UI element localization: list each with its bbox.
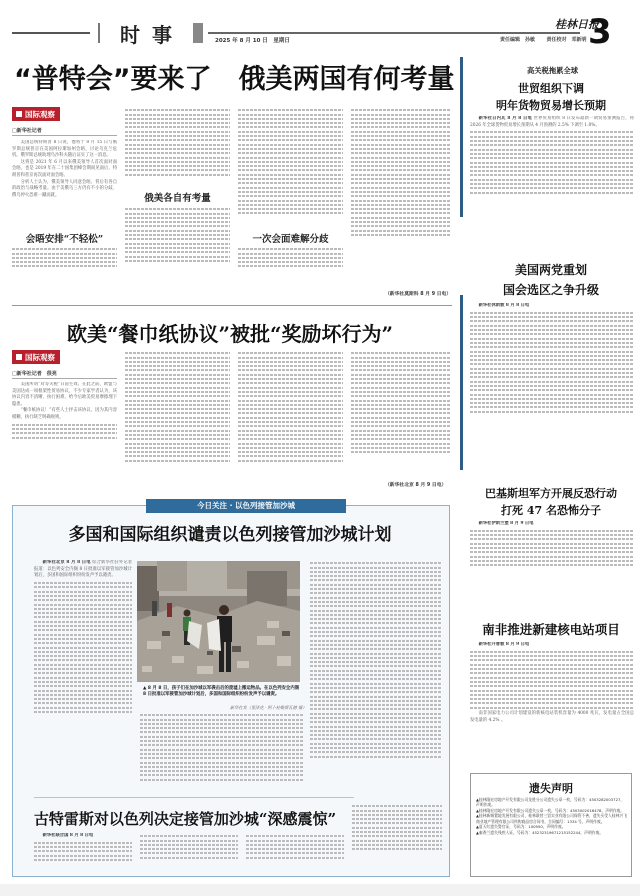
byline-rule	[12, 135, 117, 136]
square-bullet-icon	[16, 111, 22, 117]
kicker-label: 国际观察	[25, 110, 55, 119]
second-para-1: 美国所谓“对等关税”日前生效。在此之前，欧盟与美国达成一项框架性贸易协议，不少专家学者认为，该协议内容不清晰、执行困难，给今后欧美贸易摩擦埋下隐患。	[12, 382, 117, 407]
lead-subhead-3: 一次会面难解分歧	[252, 234, 329, 245]
focus-tab-label: 今日关注 · 以色列接管加沙城	[146, 499, 346, 513]
wto-pre-headline: 高关税拖累全球	[526, 66, 579, 75]
editor-credits	[500, 36, 587, 43]
lead-dateline: （新华社莫斯科 8 月 9 日电）	[385, 292, 452, 297]
lead-column-3	[238, 107, 343, 231]
lead-byline: □新华社记者	[12, 128, 42, 134]
pakistan-headline-2: 打死 47 名恐怖分子	[501, 504, 601, 517]
wto-dateline: 新华社日内瓦 8 月 8 日电	[478, 116, 533, 121]
focus-headline: 多国和国际组织谴责以色列接管加沙城计划	[68, 525, 392, 545]
second-dateline: （新华社北京 8 月 9 日电）	[385, 483, 447, 488]
proofreader-name: 责任校对 邓新明	[546, 37, 587, 43]
us-redistricting-body	[470, 303, 634, 471]
lead-column-4	[351, 107, 451, 257]
section-title: 时事	[120, 23, 184, 47]
masthead-tick	[98, 23, 100, 43]
notice-item: ▲桂林隆宏房地产开发有限公司龙胜分公司遗失公章一枚，号码为：4503282003727，声明作废。	[476, 797, 625, 808]
lead-para-1: 美国总统特朗普 8 日说，他将于 8 月 15 日与俄罗斯总统普京在美国阿拉斯加州会晤，讨论乌克兰危机。俄罗斯总统助理乌沙科夫随后证实了这一消息。	[12, 140, 117, 159]
wto-headline-2: 明年货物贸易增长预期	[496, 99, 606, 112]
byline-rule	[12, 378, 117, 379]
photo-illustration	[137, 561, 300, 682]
kicker-label: 国际观察	[25, 353, 55, 362]
masthead	[10, 12, 630, 52]
us-redistricting-headline-2: 国会选区之争升级	[502, 283, 599, 297]
focus-column-3	[310, 560, 442, 792]
lead-column-2	[125, 107, 230, 182]
second-headline: 欧美“餐巾纸协议”被批“奖励坏行为”	[66, 322, 393, 346]
section-divider	[12, 305, 452, 306]
lead-subhead-2: 俄美各自有考量	[144, 193, 211, 204]
notice-item: ▲秦香兰遗失残疾人证，号码为：45232319671215152244，声明作废。	[476, 829, 604, 835]
lead-subhead-1: 会晤安排“不轻松”	[12, 231, 117, 245]
us-redistricting-headline-1: 美国两党重划	[514, 263, 587, 277]
lost-notice-list	[476, 797, 628, 836]
photo-credit: 新华社发（里泽克 · 阿卜杜勒贾瓦德 摄）	[230, 705, 307, 710]
masthead-rule-left	[12, 32, 90, 34]
wto-body	[470, 116, 634, 244]
lost-notice-title: 遗失声明	[529, 782, 573, 795]
issue-date: 2025 年 8 月 10 日 星期日	[215, 38, 290, 44]
focus-separator	[34, 797, 354, 798]
guterres-headline: 古特雷斯对以色列决定接管加沙城“深感震惊”	[33, 810, 337, 828]
page-bottom-margin	[0, 884, 640, 896]
south-africa-dateline: 新华社开普敦 8 月 9 日电	[478, 642, 530, 647]
pakistan-dateline: 新华社伊斯兰堡 8 月 9 日电	[478, 521, 534, 526]
focus-dateline: 新华社北京 8 月 8 日电	[42, 560, 91, 565]
masthead-block	[193, 23, 203, 43]
notice-item: ▲夏天红遗失警官证，号码为：100950，声明作废。	[476, 824, 566, 830]
masthead-rule-right	[208, 32, 580, 34]
notice-item: ▲桂林隆宏房地产开发有限公司遗失公章一枚，号码为：4503002016478，声明作废。	[476, 807, 625, 813]
south-africa-body	[470, 642, 634, 766]
lead-para-3: 分析人士认为，俄美领导人同意会晤，背后有各自的政治与战略考量。由于美俄乌三方仍有不小的分歧，俄乌停火恐难一蹴而就。	[12, 179, 117, 198]
second-column-2	[125, 350, 230, 480]
guterres-column-3	[246, 833, 344, 873]
second-para-2: “餐巾纸协议！”有些人士抨击该协议，因为其内容模糊，执行缺乏明确规则。	[12, 408, 117, 420]
pakistan-headline-1: 巴基斯坦军方开展反恐行动	[485, 487, 617, 500]
south-africa-headline: 南非推进新建核电站项目	[482, 622, 620, 637]
notice-item: ▲桂林新城置地发展有限公司，桂林联营三贸实业有限公司保管不善，遗失买受人桂林兴飞商业地产管理有限公司所购商品房合同书，合同编号：1334 号，声明作废。	[476, 813, 627, 824]
lead-column-2-b	[125, 206, 230, 270]
wto-headline-1: 世贸组织下调	[518, 82, 584, 95]
second-column-4	[351, 350, 451, 475]
right-column-rule-2	[460, 295, 463, 470]
lead-column-1-b	[12, 246, 117, 270]
editor-name: 责任编辑 孙敏	[500, 37, 536, 43]
guterres-column-2	[140, 833, 238, 873]
square-bullet-icon	[16, 354, 22, 360]
guterres-dateline: 新华社联合国 8 月 8 日电	[42, 833, 94, 838]
focus-column-1	[34, 560, 132, 792]
focus-para-1: 综合新华社驻外记者报道：以色列安全内阁 8 日批准以军接管加沙城计划后，多国和国际组织纷纷发声予以谴责。	[34, 560, 132, 579]
lead-headline: “普特会”要来了 俄美两国有何考量	[14, 64, 455, 95]
guterres-column-4	[352, 803, 442, 873]
lead-kicker	[12, 107, 60, 121]
guterres-column-1	[34, 833, 132, 873]
page-number: 3	[588, 12, 612, 52]
south-africa-para: 南非国家电力公司计划建设的新核电站装机容量为 4000 兆瓦，发电量占全国总发电量的 4.2% 。	[470, 711, 634, 723]
second-column-1	[12, 382, 117, 480]
lead-para-2: 这将是 2021 年 6 月以来俄美领导人首次面对面会晤，也是 2019 年在二十国集团峰会期间见面后，特朗普和普京再次面对面会晤。	[12, 159, 117, 178]
second-kicker	[12, 350, 60, 364]
newspaper-logo: 桂林日报	[555, 18, 599, 31]
second-column-3	[238, 350, 343, 480]
pakistan-body	[470, 521, 634, 591]
gaza-rubble-photo	[137, 561, 300, 682]
second-byline: □新华社记者 很亮	[12, 371, 57, 377]
us-redistricting-dateline: 新华社休斯敦 8 月 8 日电	[478, 303, 530, 308]
wto-para-1: 世界贸易组织 8 日发布最新一期贸易预测报告，将 2026 年全球货物贸易增长预期从 4 月预测的 2.5% 下调至 1.8%。	[470, 116, 634, 128]
lead-column-3-b	[238, 246, 343, 270]
focus-column-2	[140, 712, 303, 792]
photo-caption: ▲ 8 月 8 日，孩子们在加沙城以军袭击后的废墟上搬运物品。在以色列安全内阁 8 日批准以军接管加沙城计划后，多国和国际组织纷纷发声予以谴责。	[143, 686, 300, 698]
